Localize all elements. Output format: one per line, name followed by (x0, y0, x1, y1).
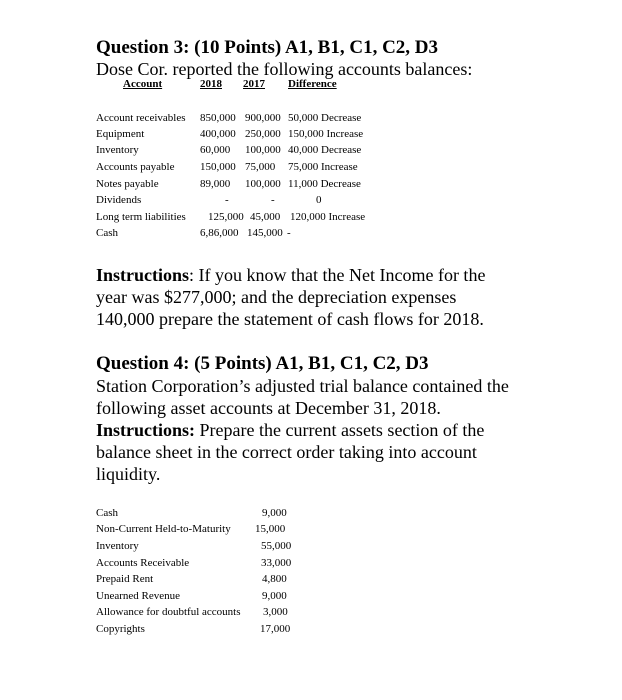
table-cell-2017: 900,000 (245, 112, 281, 124)
table-cell-2017: 100,000 (245, 178, 281, 190)
table-cell-2018: 850,000 (200, 112, 236, 124)
question4-instructions-text: Prepare the current assets section of the (195, 420, 485, 440)
table-cell-account: Dividends (96, 194, 142, 206)
table-cell-account: Inventory (96, 540, 139, 552)
table-cell-account: Account receivables (96, 112, 186, 124)
instructions-line-1 (96, 264, 485, 286)
header-2017: 2017 (243, 78, 265, 90)
instructions-label: Instructions (96, 265, 190, 285)
table-cell-account: Accounts Receivable (96, 557, 190, 569)
question4-line-2: following asset accounts at December 31, 2018. (96, 398, 441, 418)
table-cell-2017: - (271, 194, 275, 206)
question4-line-1: Station Corporation’s adjusted trial balance contained the (96, 376, 509, 396)
table-cell-2017: 100,000 (245, 144, 281, 156)
table-cell-2017: 75,000 (245, 161, 276, 173)
table-cell-difference: 11,000 Decrease (288, 178, 361, 190)
table-cell-2018: 150,000 (200, 161, 236, 173)
table-cell-2018: 60,000 (200, 144, 231, 156)
header-difference: Difference (288, 78, 337, 90)
table-cell-account: Accounts payable (96, 161, 175, 173)
question4-line-4: balance sheet in the correct order taking into account (96, 442, 477, 462)
header-2018: 2018 (200, 78, 222, 90)
table-cell-difference: - (287, 227, 291, 239)
table-cell-amount: 3,000 (263, 606, 288, 618)
table-cell-account: Cash (96, 507, 118, 519)
table-cell-amount: 4,800 (262, 573, 287, 585)
question4-title: Question 4: (5 Points) A1, B1, C1, C2, D3 (96, 353, 429, 374)
instructions-line-3: 140,000 prepare the statement of cash flows for 2018. (96, 309, 484, 329)
header-account: Account (123, 78, 163, 90)
question4-line-3 (96, 419, 484, 441)
table-cell-account: Copyrights (96, 623, 145, 635)
table-cell-account: Prepaid Rent (96, 573, 154, 585)
table-cell-account: Long term liabilities (96, 211, 186, 223)
table-cell-amount: 17,000 (260, 623, 291, 635)
table-cell-account: Cash (96, 227, 118, 239)
table-cell-amount: 9,000 (262, 590, 287, 602)
table-cell-difference: 150,000 Increase (288, 128, 364, 140)
table-cell-2017: 250,000 (245, 128, 281, 140)
table-cell-account: Allowance for doubtful accounts (96, 606, 241, 618)
question3-title: Question 3: (10 Points) A1, B1, C1, C2, D3 (96, 37, 439, 58)
table-cell-amount: 15,000 (255, 523, 286, 535)
table-cell-account: Equipment (96, 128, 145, 140)
table-cell-2018: 89,000 (200, 178, 231, 190)
table-cell-account: Non-Current Held-to-Maturity (96, 523, 231, 535)
table-cell-difference: 50,000 Decrease (288, 112, 362, 124)
table-cell-amount: 9,000 (262, 507, 287, 519)
table-cell-difference: 75,000 Increase (288, 161, 358, 173)
table-cell-account: Inventory (96, 144, 139, 156)
table-cell-2017: 145,000 (247, 227, 283, 239)
table-cell-2018: 6,86,000 (200, 227, 239, 239)
table-cell-2017: 45,000 (250, 211, 281, 223)
question4-instructions-label: Instructions: (96, 420, 196, 440)
table-cell-amount: 55,000 (261, 540, 292, 552)
table-cell-difference: 120,000 Increase (290, 211, 366, 223)
table-cell-2018: 125,000 (208, 211, 244, 223)
instructions-line-2: year was $277,000; and the depreciation expenses (96, 287, 457, 307)
table-cell-account: Notes payable (96, 178, 159, 190)
table-cell-2018: - (225, 194, 229, 206)
table-cell-difference: 40,000 Decrease (288, 144, 362, 156)
table-cell-amount: 33,000 (261, 557, 292, 569)
table-cell-2018: 400,000 (200, 128, 236, 140)
instructions-text: : If you know that the Net Income for the (189, 265, 486, 285)
question4-line-5: liquidity. (96, 464, 161, 484)
table-cell-difference: 0 (316, 194, 322, 206)
question3-intro: Dose Cor. reported the following accounts balances: (96, 59, 473, 79)
table-cell-account: Unearned Revenue (96, 590, 180, 602)
